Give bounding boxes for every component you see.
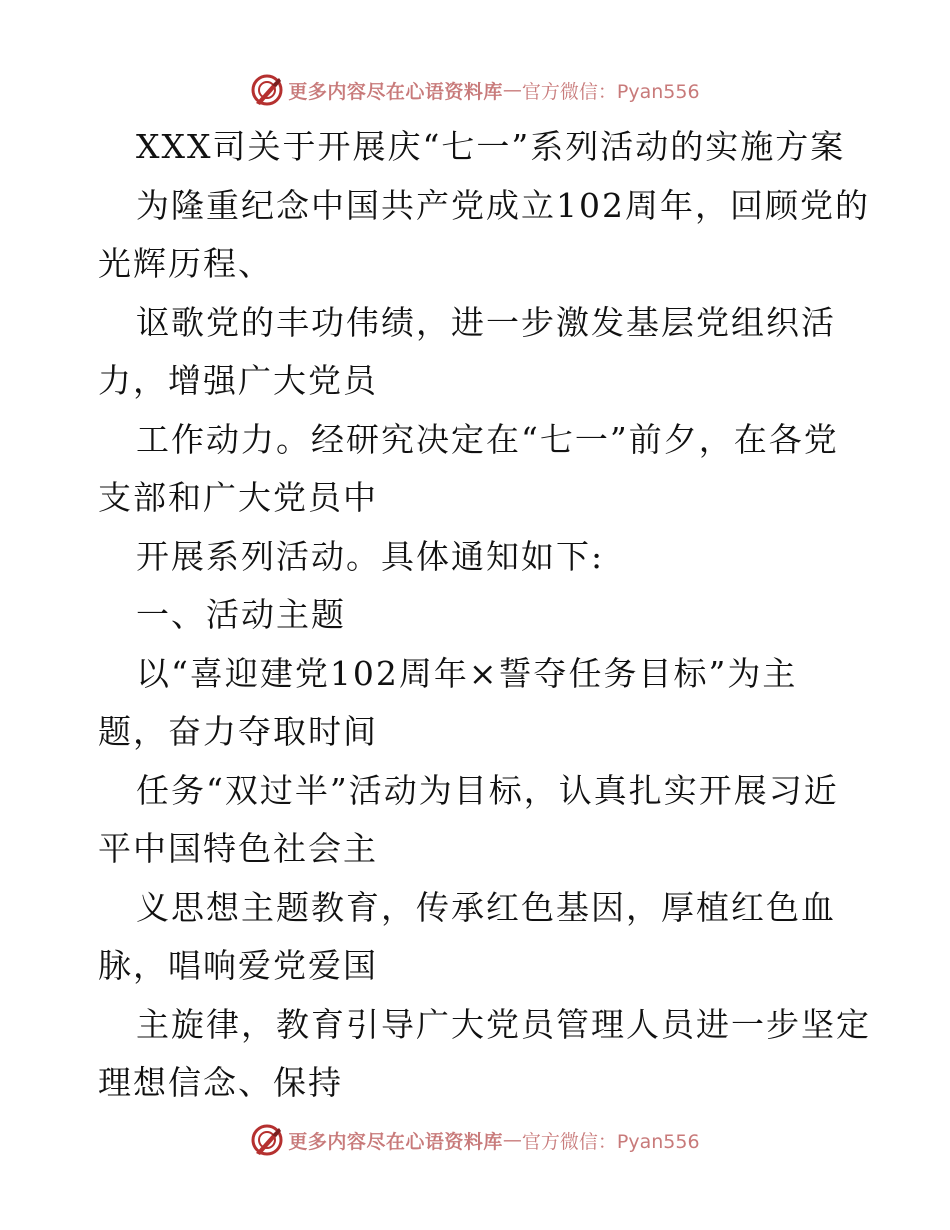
banner-separator: — bbox=[502, 1129, 522, 1151]
banner-separator: — bbox=[502, 79, 522, 101]
banner-official-account: 官方微信：Pyan556 bbox=[521, 80, 700, 103]
section-heading: 一、活动主题 bbox=[136, 595, 346, 634]
paragraph-line: 主旋律，教育引导广大党员管理人员进一步坚定 bbox=[136, 1004, 871, 1044]
banner-official-account: 官方微信：Pyan556 bbox=[521, 1130, 700, 1153]
footer-watermark-banner bbox=[0, 1120, 950, 1160]
paragraph-line: 支部和广大党员中 bbox=[98, 478, 378, 517]
paragraph-line: 题，奋力夺取时间 bbox=[98, 712, 378, 751]
paragraph-line: 义思想主题教育，传承红色基因，厚植红色血 bbox=[136, 887, 836, 927]
paragraph-line: 力，增强广大党员 bbox=[98, 361, 378, 400]
paragraph-line: 平中国特色社会主 bbox=[98, 829, 378, 868]
paragraph-line: 为隆重纪念中国共产党成立102周年，回顾党的 bbox=[136, 185, 870, 225]
banner-title: 更多内容尽在心语资料库 bbox=[288, 1130, 503, 1153]
header-watermark-banner bbox=[0, 70, 950, 110]
pen-logo-icon bbox=[250, 1123, 284, 1157]
paragraph-line: 任务“双过半”活动为目标，认真扎实开展习近 bbox=[136, 770, 839, 810]
paragraph-line: 理想信念、保持 bbox=[98, 1063, 343, 1102]
paragraph-line: 工作动力。经研究决定在“七一”前夕，在各党 bbox=[136, 419, 839, 459]
paragraph-line: 开展系列活动。具体通知如下: bbox=[136, 536, 605, 576]
paragraph-line: 脉，唱响爱党爱国 bbox=[98, 946, 378, 985]
banner-title: 更多内容尽在心语资料库 bbox=[288, 80, 503, 103]
paragraph-line: 讴歌党的丰功伟绩，进一步激发基层党组织活 bbox=[136, 302, 836, 342]
document-body bbox=[98, 118, 871, 1113]
pen-logo-icon bbox=[250, 73, 284, 107]
paragraph-line: 光辉历程、 bbox=[98, 244, 273, 283]
paragraph-line: 以“喜迎建党102周年×誓夺任务目标”为主 bbox=[136, 653, 798, 693]
document-title: XXX司关于开展庆“七一”系列活动的实施方案 bbox=[136, 127, 846, 166]
